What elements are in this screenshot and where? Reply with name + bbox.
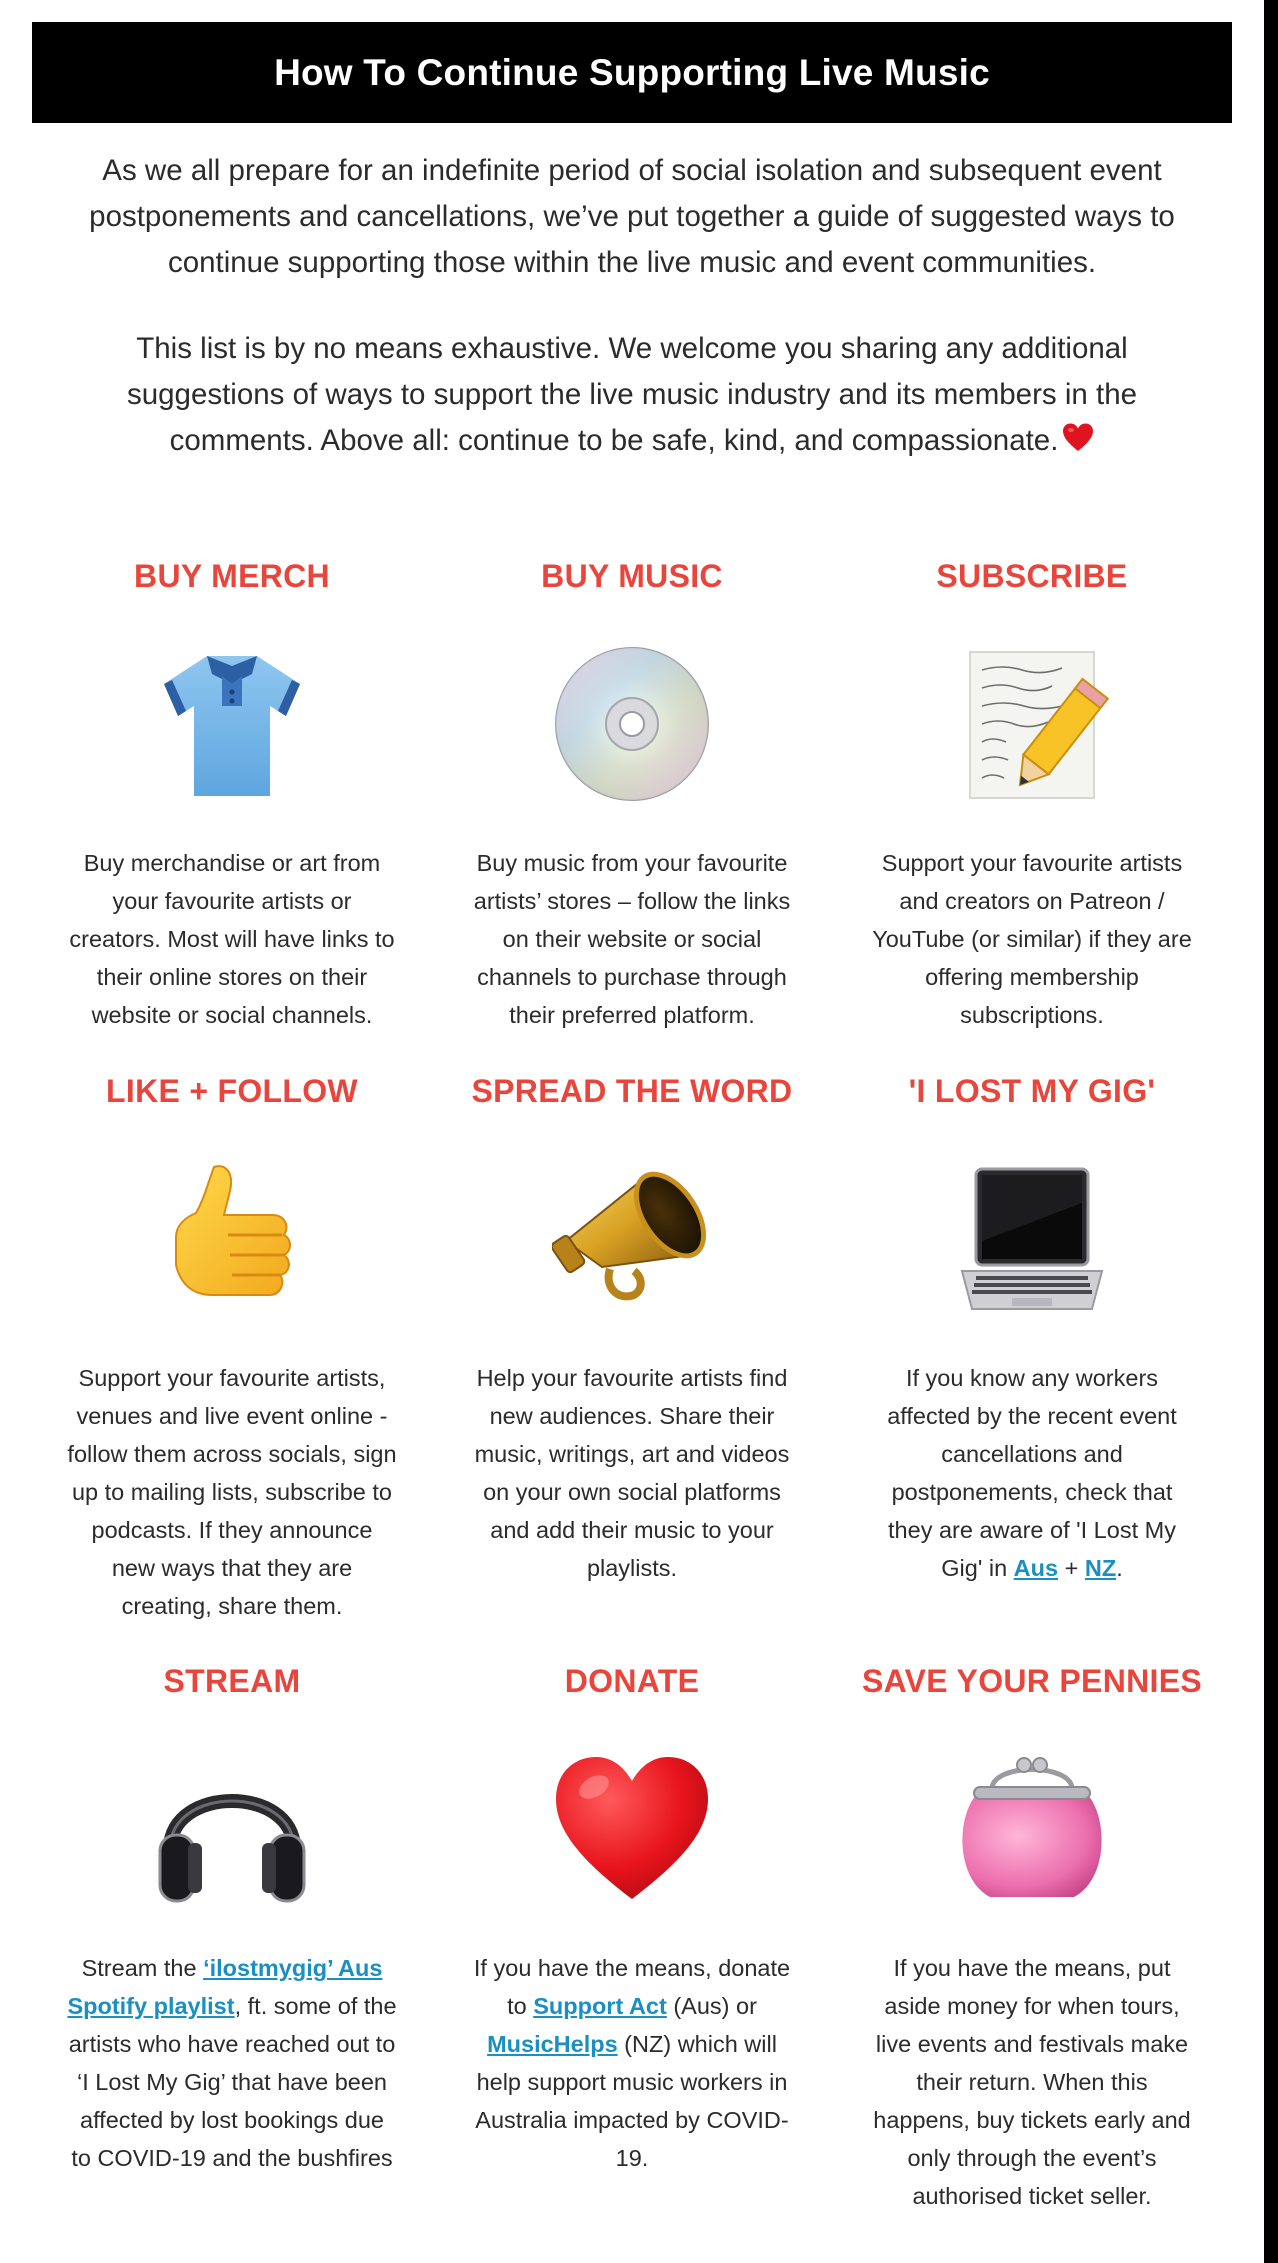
donate-text-after: (NZ) which will help support music workers in Australia impacted by COVID-19. <box>475 2031 789 2171</box>
card-description: Support your favourite artists and creators on Patreon / YouTube (or similar) if they are offering membership subscriptions. <box>872 850 1192 1028</box>
grid-row-3 <box>32 1653 1232 2215</box>
lost-gig-text-before: If you know any workers affected by the recent event cancellations and postponements, check that they are aware of 'I Lost My Gig' in <box>887 1365 1177 1581</box>
stream-text-before: Stream the <box>81 1955 204 1981</box>
lost-gig-text-after: . <box>1116 1555 1123 1581</box>
intro-paragraph-2 <box>60 326 1204 464</box>
card-subscribe <box>832 548 1232 1063</box>
card-title: SAVE YOUR PENNIES <box>861 1663 1202 1699</box>
card-spread-the-word <box>432 1063 832 1653</box>
page-title: How To Continue Supporting Live Music <box>274 51 990 93</box>
card-title: DONATE <box>564 1663 700 1699</box>
card-stream <box>32 1653 432 2215</box>
card-buy-music <box>432 548 832 1063</box>
grid-row-1 <box>32 548 1232 1063</box>
lost-gig-text-mid: + <box>1058 1555 1085 1581</box>
intro-paragraph-1: As we all prepare for an indefinite period of social isolation and subsequent event postponements and cancellations, we’ve put together a guide of suggested ways to continue supporting those within the live music and event communities. <box>89 154 1175 279</box>
thumbs-up-icon <box>152 1159 312 1319</box>
card-save-your-pennies <box>832 1653 1232 2215</box>
compact-disc-icon <box>552 644 712 804</box>
megaphone-icon <box>552 1159 712 1319</box>
card-description: Buy music from your favourite artists’ stores – follow the links on their website or social channels to purchase through their preferred platform. <box>473 850 791 1028</box>
red-heart-icon <box>1062 422 1094 454</box>
card-title: SUBSCRIBE <box>936 558 1128 594</box>
stream-text-after: , ft. some of the artists who have reached out to ‘I Lost My Gig’ that have been affected by lost bookings due to COVID-19 and the bushfires <box>68 1993 397 2171</box>
card-title: SPREAD THE WORD <box>471 1073 793 1109</box>
polo-shirt-icon <box>152 644 312 804</box>
card-description: Support your favourite artists, venues and live event online - follow them across socials, sign up to mailing lists, subscribe to podcasts. If they announce new ways that they are creating, share them. <box>67 1365 397 1619</box>
card-donate <box>432 1653 832 2215</box>
page-edge-bar <box>1264 0 1278 2263</box>
card-buy-merch <box>32 548 432 1063</box>
card-description <box>867 1359 1197 1587</box>
card-description: If you have the means, put aside money for when tours, live events and festivals make their return. When this happens, buy tickets early and only through the event’s authorised ticket seller. <box>873 1955 1191 2209</box>
header-banner <box>32 22 1232 123</box>
card-like-follow <box>32 1063 432 1653</box>
card-title: STREAM <box>163 1663 301 1699</box>
memo-pencil-icon <box>952 644 1112 804</box>
spotify-playlist-link[interactable]: ‘ilostmygig’ Aus Spotify playlist <box>67 1955 383 2019</box>
card-i-lost-my-gig <box>832 1063 1232 1653</box>
grid-row-2 <box>32 1063 1232 1653</box>
intro-paragraph-2-text: This list is by no means exhaustive. We welcome you sharing any additional suggestions of ways to support the live music industry and its members in the comments. Above all: continue to be safe, kind, and compassionate. <box>126 332 1138 457</box>
purse-icon <box>952 1749 1112 1909</box>
card-description: Help your favourite artists find new audiences. Share their music, writings, art and videos on your own social platforms and add their music to your playlists. <box>474 1365 790 1581</box>
card-title: BUY MERCH <box>134 558 330 594</box>
musichelps-link[interactable]: MusicHelps <box>487 2031 618 2057</box>
support-grid <box>32 548 1232 2215</box>
donate-text-mid: (Aus) or <box>666 1993 757 2019</box>
laptop-icon <box>952 1159 1112 1319</box>
card-description <box>467 1949 797 2177</box>
card-title: LIKE + FOLLOW <box>106 1073 358 1109</box>
donate-text-before: If you have the means, donate to <box>473 1955 791 2019</box>
headphones-icon <box>152 1749 312 1909</box>
red-heart-icon <box>552 1749 712 1909</box>
card-title: BUY MUSIC <box>541 558 723 594</box>
nz-link[interactable]: NZ <box>1084 1555 1117 1581</box>
support-act-link[interactable]: Support Act <box>533 1993 667 2019</box>
card-title: 'I LOST MY GIG' <box>908 1073 1156 1109</box>
card-description <box>67 1949 397 2177</box>
card-description: Buy merchandise or art from your favourite artists or creators. Most will have links to their online stores on their website or social channels. <box>69 850 395 1028</box>
aus-link[interactable]: Aus <box>1013 1555 1059 1581</box>
